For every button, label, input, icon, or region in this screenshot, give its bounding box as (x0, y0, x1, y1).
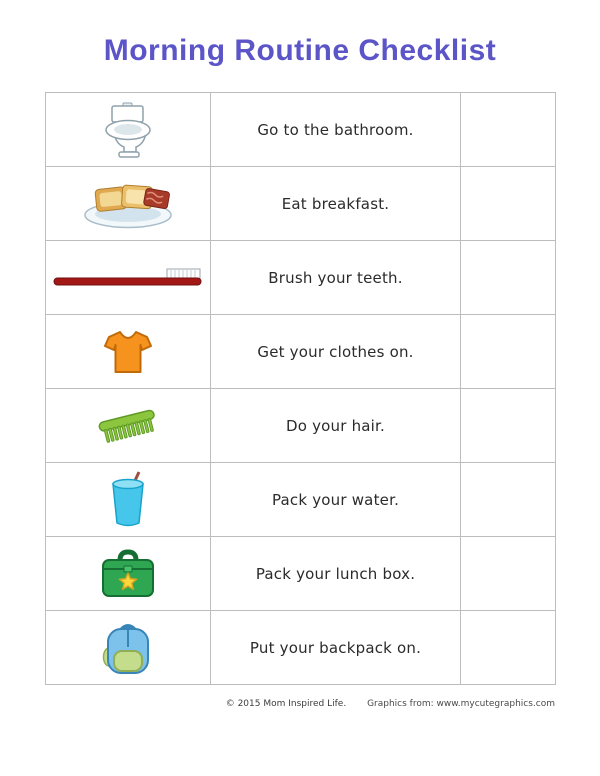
task-label: Pack your lunch box. (211, 537, 461, 611)
task-label: Brush your teeth. (211, 241, 461, 315)
routine-table (45, 92, 556, 685)
copyright-text: © 2015 Mom Inspired Life. (225, 699, 347, 709)
icon-cell (46, 241, 211, 315)
table-row (46, 241, 556, 315)
table-row (46, 389, 556, 463)
table-row (46, 315, 556, 389)
icon-cell (46, 611, 211, 685)
comb-icon (97, 415, 159, 434)
icon-cell (46, 463, 211, 537)
table-row (46, 167, 556, 241)
check-cell (461, 315, 556, 389)
check-cell (461, 93, 556, 167)
table-row (46, 463, 556, 537)
water-cup-icon (106, 489, 150, 508)
task-label: Do your hair. (211, 389, 461, 463)
tshirt-icon (103, 341, 153, 360)
icon-cell (46, 537, 211, 611)
toilet-icon (97, 119, 159, 138)
graphics-credit-text: Graphics from: www.mycutegraphics.com (367, 699, 555, 709)
check-cell (461, 537, 556, 611)
page-title: Morning Routine Checklist (103, 34, 497, 67)
task-label: Put your backpack on. (211, 611, 461, 685)
breakfast-icon (82, 193, 174, 212)
check-cell (461, 463, 556, 537)
backpack-icon (101, 637, 155, 656)
check-cell (461, 167, 556, 241)
task-label: Get your clothes on. (211, 315, 461, 389)
icon-cell (46, 167, 211, 241)
task-label: Eat breakfast. (211, 167, 461, 241)
check-cell (461, 389, 556, 463)
page-footer (45, 699, 555, 709)
toothbrush-icon (53, 267, 203, 286)
task-label: Go to the bathroom. (211, 93, 461, 167)
lunchbox-icon (100, 563, 156, 582)
icon-cell (46, 315, 211, 389)
table-row (46, 611, 556, 685)
table-row (46, 93, 556, 167)
table-row (46, 537, 556, 611)
icon-cell (46, 389, 211, 463)
check-cell (461, 241, 556, 315)
task-label: Pack your water. (211, 463, 461, 537)
check-cell (461, 611, 556, 685)
icon-cell (46, 93, 211, 167)
